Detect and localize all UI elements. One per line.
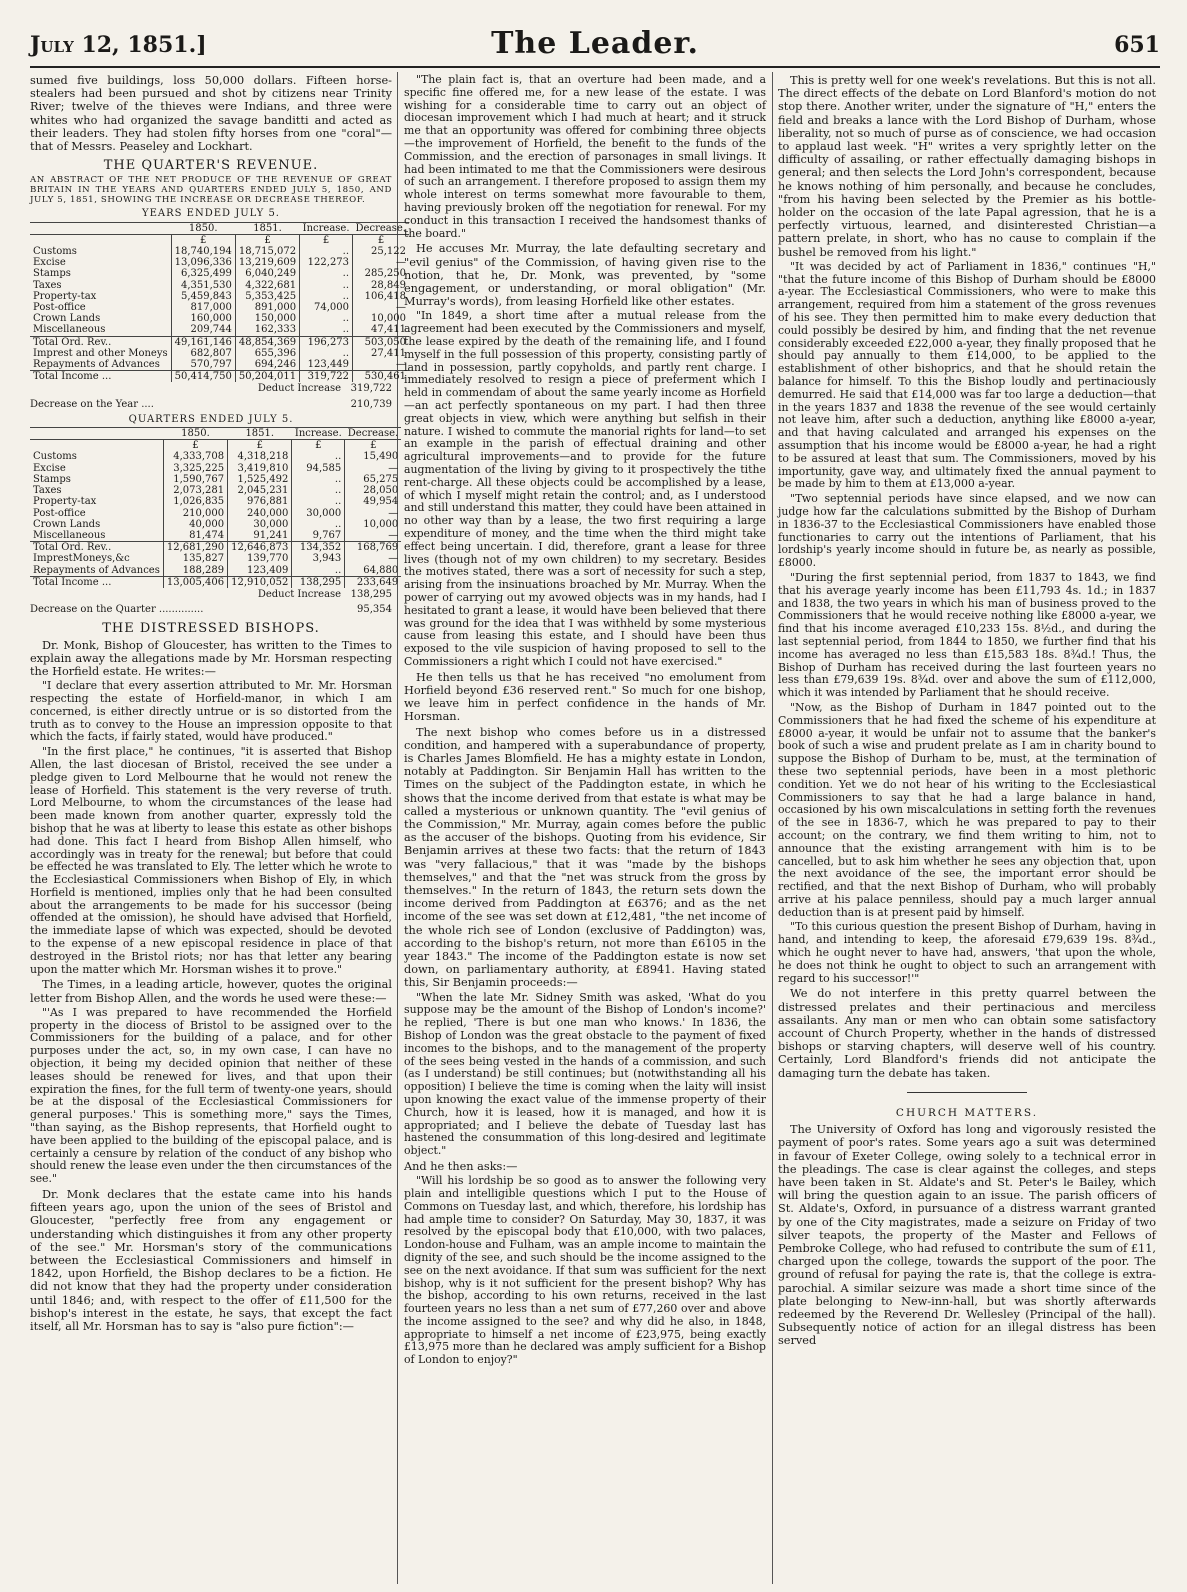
quoted-paragraph: "It was decided by act of Parliament in 1836," continues "H," "that the future income of this Bishop of Durham should be £8000 a-year. The Ecclesiastical Commissioners, who were to make this arrangement, required from him a statement of the gross revenues of his see. They then permitted him to make every deduction that could possibly be desired by him, and finding that the net revenue considerably exceeded £22,000 a-year, they finally proposed that he should pay annually to them £14,000, to be applied to the establishment of other bishoprics, and that he should retain the balance for himself. To this the Bishop loudly and pertinaciously demurred. He said that £14,000 was far too large a deduction—that in the years 1837 and 1838 the revenue of the see would certainly not leave him, after such a deduction, anything like £8000 a-year, and that having calculated and arranged his expenses on the assumption that his income would be £8000 a-year, he had a right to be assured at least that sum. The Commissioners, moved by his importunity, gave way, and ultimately fixed the annual payment to be made by him to them at £13,000 a-year. <box>778 259 1156 491</box>
table-cell: 138,295 <box>292 576 345 588</box>
years-table-caption: YEARS ENDED JULY 5. <box>141 208 280 220</box>
article-paragraph: Dr. Monk, Bishop of Gloucester, has written to the Times to explain away the allegations made by Mr. Horsman respecting the Horfield estate. He writes:— <box>30 638 392 678</box>
article-paragraph: He accuses Mr. Murray, the late defaulting secretary and "evil genius" of the Commission, of having given rise to the notion, that he, Dr. Monk, was prevented, by "some engagement, or understanding, or moral obligation" (Mr. Murray's words), from leasing Horfield like other estates. <box>404 242 766 309</box>
table-cell: 4,351,530 <box>171 280 235 291</box>
table-cell: Miscellaneous <box>33 529 106 541</box>
table-row <box>30 530 401 542</box>
table-cell: 50,414,750 <box>171 371 235 383</box>
article-paragraph: The University of Oxford has long and vigorously resisted the payment of poor's rates. Some years ago a suit was determined in favour of Exeter College, owing solely to a technical error in the pleadings. The case is clear against the colleges, and steps have been taken in St. Aldate's and St. Peter's le Bailey, which will bring the question again to an issue. The parish officers of St. Aldate's, Oxford, in pursuance of a distress warrant granted by one of the City magistrates, made a seizure on Friday of two silver teapots, the property of the Master and Fellows of Pembroke College, who had refused to contribute the sum of £11, charged upon the college, towards the support of the poor. The ground of refusal for paying the rate is, that the college is extra-parochial. A similar seizure was made a short time since of the plate belonging to New-inn-hall, but was shortly afterwards redeemed by the Reverend Dr. Wellesley (Principal of the hall). Subsequently notice of action for an illegal distress has been served <box>778 1123 1156 1348</box>
table-cell: 50,204,011 <box>235 371 299 383</box>
table-row <box>30 257 409 268</box>
table-row <box>30 268 409 279</box>
quoted-paragraph: "The plain fact is, that an overture had been made, and a specific fine offered me, for a new lease of the estate. I was wishing for a considerable time to carry out an object of diocesan improvement which I had much at heart; and it struck me that an opportunity was offered for combining three objects—the improvement of Horfield, the benefit to the funds of the Commission, and the erection of parsonages in small livings. It had been intimated to me that the Commissioners were desirous of such an arrangement. I therefore proposed to assign them my whole interest on terms somewhat more favourable to them, having previously broken off the negotiation for renewal. For my conduct in this transaction I received the handsomest thanks of the board." <box>404 73 766 240</box>
table-cell: .. <box>292 496 345 507</box>
section-title-church-matters: CHURCH MATTERS. <box>895 1106 1039 1119</box>
table-cell: 106,418 <box>353 291 409 302</box>
table-cell: 81,474 <box>163 530 227 542</box>
table-cell: 65,275 <box>345 474 401 485</box>
table-cell: 150,000 <box>235 313 299 324</box>
table-row <box>30 302 409 313</box>
table-header: 1851. <box>235 222 299 234</box>
masthead-title: The Leader. <box>491 26 699 61</box>
decrease-on-year: Decrease on the Year .... 210,739 <box>30 398 392 410</box>
table-cell: 891,000 <box>235 302 299 313</box>
table-cell: 5,353,425 <box>235 291 299 302</box>
table-header: Increase. <box>300 222 353 234</box>
quoted-paragraph: "'As I was prepared to have recommended the Horfield property in the diocess of Bristol to be assigned over to the Commissioners for the building of a palace, and for other purposes under the act, so, in my own case, I can have no objection, it being my decided opinion that neither of these leases should be renewed for lives, and that upon their expiration the fines, for the full term of twenty-one years, should be at the disposal of the Ecclesiastical Commissioners for general purposes.' This is something more," says the Times, "than saying, as the Bishop represents, that Horfield ought to have been applied to the building of the episcopal palace, and is certainly a censure by relation of the conduct of any bishop who should renew the lease even under the then circumstances of the see." <box>30 1005 392 1186</box>
article-paragraph: The Times, in a leading article, however, quotes the original letter from Bishop Allen, and the words he used were these:— <box>30 978 392 1005</box>
table-cell: 12,646,873 <box>228 542 292 554</box>
deduct-increase: Deduct Increase 138,295 <box>257 588 392 600</box>
table-cell: Property-tax <box>33 496 97 508</box>
table-cell: 64,880 <box>345 565 401 577</box>
table-cell: Stamps <box>33 473 71 485</box>
table-cell: 94,585 <box>292 463 345 474</box>
column-divider <box>772 72 773 1584</box>
table-cell: 28,050 <box>345 485 401 496</box>
table-cell: 18,715,072 <box>235 246 299 257</box>
table-cell: — <box>353 359 409 371</box>
table-cell: Post-office <box>33 507 86 519</box>
table-cell: — <box>345 508 401 519</box>
table-row <box>30 542 401 554</box>
table-row <box>30 348 409 359</box>
table-cell: 123,449 <box>300 359 353 371</box>
article-paragraph: The next bishop who comes before us in a distressed condition, and hampered with a superabundance of property, is Charles James Blomfield. He has a mighty estate in London, notably at Paddington. Sir Benjamin Hall has written to the Times on the subject of the Paddington estate, in which he shows that the income derived from that estate is what may be called a mysterious or unknown quantity. The "evil genius of the Commission," Mr. Murray, again comes before the public as the accuser of the bishops. Quoting from his evidence, Sir Benjamin arrives at these two facts: that the return of 1843 was "very fallacious," that it was "made by the bishops themselves," and that the "net was struck from the gross by themselves." In the return of 1843, the return sets down the income derived from Paddington at £6376; and as the net income of the see was set down at £12,481, "the net income of the whole rich see of London (exclusive of Paddington) was, according to the bishop's return, not more than £6105 in the year 1843." The income of the Paddington estate is now set down, on parliamentary authority, at £8941. Having stated this, Sir Benjamin proceeds:— <box>404 725 766 990</box>
table-cell: 1,590,767 <box>163 474 227 485</box>
table-cell: 4,318,218 <box>228 451 292 462</box>
table-cell: 196,273 <box>300 336 353 348</box>
article-paragraph: And he then asks:— <box>404 1159 518 1173</box>
table-cell: £ <box>353 234 409 246</box>
section-title-revenue: THE QUARTER'S REVENUE. <box>103 158 319 174</box>
table-cell: Customs <box>33 451 77 463</box>
table-row <box>30 234 409 246</box>
table-cell: 28,849 <box>353 280 409 291</box>
table-cell: 12,910,052 <box>228 576 292 588</box>
table-cell: £ <box>292 440 345 452</box>
quoted-paragraph: "I declare that every assertion attributed to Mr. Mr. Horsman respecting the estate of Horfield-manor, in which I am concerned, is either directly untrue or is so distorted from the truth as to convey to the House an impression opposite to that which the facts, if fairly stated, would have produced." <box>30 679 392 744</box>
table-cell: 3,419,810 <box>228 463 292 474</box>
table-cell: Crown Lands <box>33 313 101 325</box>
table-cell: Repayments of Advances <box>33 564 160 576</box>
table-cell: Repayments of Advances <box>33 359 160 371</box>
decrease-on-quarter: Decrease on the Quarter .............. 95,354 <box>30 604 392 616</box>
table-row <box>30 519 401 530</box>
revenue-abstract: AN ABSTRACT OF THE NET PRODUCE OF THE REVENUE OF GREAT BRITAIN IN THE YEARS AND QUARTERS ENDED JULY 5, 1850, AND JULY 5, 1851, SHOWING THE INCREASE OR DECREASE THEREOF. <box>30 175 392 206</box>
table-cell: 12,681,290 <box>163 542 227 554</box>
table-cell: £ <box>228 440 292 452</box>
table-cell: Total Ord. Rev.. <box>30 336 171 348</box>
section-divider <box>907 1092 1027 1093</box>
table-cell: Total Income ... <box>30 371 171 383</box>
table-cell: 134,352 <box>292 542 345 554</box>
table-cell: 694,246 <box>235 359 299 371</box>
table-row <box>30 553 401 564</box>
table-cell: — <box>353 302 409 313</box>
page-header <box>30 26 1160 68</box>
table-cell: 49,161,146 <box>171 336 235 348</box>
table-cell: 40,000 <box>163 519 227 530</box>
table-row <box>30 508 401 519</box>
table-row <box>30 474 401 485</box>
table-cell: £ <box>345 440 401 452</box>
column-1 <box>30 74 406 1584</box>
quoted-paragraph: "During the first septennial period, from 1837 to 1843, we find that his average yearly income has been £11,793 4s. 1d.; in 1837 and 1838, the two years in which his man of business proved to the Commissioners that he would receive nothing like £8000 a-year, we find that his income averaged £10,233 15s. 8½d., and during the last septennial period, from 1844 to 1850, we further find that his income has averaged no less than £15,583 18s. 8¾d.! Thus, the Bishop of Durham has received during the last fourteen years no less than £79,639 19s. 8¾d. over and above the sum of £112,000, which it was intended by Parliament that he should receive. <box>778 570 1156 700</box>
table-cell: 570,797 <box>171 359 235 371</box>
table-cell: 188,289 <box>163 565 227 577</box>
table-cell: 530,461 <box>353 371 409 383</box>
quoted-paragraph: "In 1849, a short time after a mutual release from the agreement had been executed by the Commissioners and myself, the lease expired by the death of the remaining life, and I found myself in the full possession of this property, consisting partly of land in possession, partly copyholds, and partly rent charge. I immediately resolved to resign a piece of preferment which I held in commendam of about the same yearly income as Horfield—an act perfectly spontaneous on my part. I had then three great objects in view, which were anything but selfish in their nature. I wished to commute the manorial rights for land—to set an example in the parish of effectual draining and other agricultural improvements—and to provide for the future augmentation of the living by giving to it prospectively the tithe rent-charge. All these objects could be accomplished by a lease, of which I myself might retain the control; and, as I understood and still understand this matter, they could have been attained in no other way than by a lease, the two first requiring a large expenditure of money, and the time when the third might take effect being uncertain. I did, therefore, grant a lease for three lives (though not of my own children) to my secretary. Besides the motives stated, there was a sort of necessity for such a step, arising from the insinuations broached by Mr. Murray. When the power of carrying out my avowed objects was in my hands, had I hesitated to grant a lease, it would have been believed that there was ground for the idea that I was withheld by some mysterious cause from leasing this estate, and I should have been thus exposed to the vile suspicion of having proposed to sell to the Commissioners a right which I could not have exercised." <box>404 309 766 668</box>
table-cell: .. <box>300 348 353 359</box>
column-2 <box>404 74 766 1584</box>
table-cell: 13,219,609 <box>235 257 299 268</box>
table-cell: — <box>345 553 401 564</box>
table-cell <box>30 234 171 246</box>
quoted-paragraph: "Now, as the Bishop of Durham in 1847 pointed out to the Commissioners that he had fixed the scheme of his expenditure at £8000 a-year, it would be unfair not to assume that the banker's book of such a wise and prudent prelate as I am in charity bound to suppose the Bishop of Durham to be, must, at the termination of these two septennial periods, have been in a most plethoric condition. Yet we do not hear of his writing to the Ecclesiastical Commissioners to say that he had a large balance in hand, occasioned by his own miscalculations in setting forth the revenues of the see in 1836-7, which he was prepared to pay to their account; on the contrary, we find them writing to him, not to announce that the existing arrangement with him is to be cancelled, but to ask him whether he sees any objection that, upon the next avoidance of the see, the important error should be rectified, and that the next Bishop of Durham, who will probably arrive at his palace penniless, should pay a much larger annual deduction than is at present paid by himself. <box>778 700 1156 919</box>
table-cell: 25,122 <box>353 246 409 257</box>
table-cell: 285,250 <box>353 268 409 279</box>
table-header: Increase. <box>292 428 345 440</box>
table-cell: 319,722 <box>300 371 353 383</box>
table-cell: 2,045,231 <box>228 485 292 496</box>
table-cell: 6,040,249 <box>235 268 299 279</box>
quoted-paragraph: "Two septennial periods have since elapsed, and we now can judge how far the calculations submitted by the Bishop of Durham in 1836-37 to the Ecclesiastical Commissioners have enabled those functionaries to carry out the intentions of Parliament, that his lordship's yearly income should in future be, as nearly as possible, £8000. <box>778 492 1156 570</box>
table-cell: 209,744 <box>171 324 235 336</box>
table-header: Decrease. <box>345 428 401 440</box>
table-cell: .. <box>292 451 345 462</box>
deduct-increase: Deduct Increase 319,722 <box>257 383 392 395</box>
table-cell: .. <box>300 291 353 302</box>
table-cell: 682,807 <box>171 348 235 359</box>
table-cell: 655,396 <box>235 348 299 359</box>
table-cell: Customs <box>33 246 77 258</box>
table-header <box>30 222 171 234</box>
table-cell: 122,273 <box>300 257 353 268</box>
table-header: 1851. <box>228 428 292 440</box>
table-cell: 13,096,336 <box>171 257 235 268</box>
table-cell: 240,000 <box>228 508 292 519</box>
table-row <box>30 359 409 371</box>
table-cell: 10,000 <box>345 519 401 530</box>
table-row <box>30 565 401 577</box>
table-cell: 1,026,835 <box>163 496 227 507</box>
table-cell: — <box>345 530 401 542</box>
table-cell: — <box>353 257 409 268</box>
table-cell: £ <box>171 234 235 246</box>
quarters-revenue-table <box>30 427 401 588</box>
table-cell: 123,409 <box>228 565 292 577</box>
table-cell: 3,325,225 <box>163 463 227 474</box>
table-row <box>30 313 409 324</box>
table-cell: — <box>345 463 401 474</box>
table-cell: .. <box>292 485 345 496</box>
table-cell: 6,325,499 <box>171 268 235 279</box>
table-cell: 168,769 <box>345 542 401 554</box>
table-cell: 210,000 <box>163 508 227 519</box>
table-row <box>30 280 409 291</box>
table-cell: 49,954 <box>345 496 401 507</box>
table-cell: Taxes <box>33 485 62 497</box>
table-cell: .. <box>300 313 353 324</box>
table-cell: Excise <box>33 462 66 474</box>
table-cell: 91,241 <box>228 530 292 542</box>
table-cell: .. <box>300 246 353 257</box>
table-cell: ImprestMoneys,&c <box>33 553 130 565</box>
table-cell <box>30 440 163 452</box>
quoted-paragraph: "In the first place," he continues, "it is asserted that Bishop Allen, the last diocesan of Bristol, received the see under a pledge given to Lord Melbourne that he would not renew the lease of Horfield. This statement is the very reverse of truth. Lord Melbourne, to whom the circumstances of the lease had been made known from another quarter, expressly told the bishop that he was at liberty to lease this estate as other bishops had done. This fact I heard from Bishop Allen himself, who accordingly was in treaty for the renewal; but before that could be effected he was translated to Ely. The letter which he wrote to the Ecclesiastical Commissioners when Bishop of Ely, in which Horfield is mentioned, implies only that he had been consulted about the arrangements to be made for his successor (being offended at the omission), he should have advised that Horfield, the immediate lapse of which was expected, should be devoted to the expense of a new episcopal residence in place of that destroyed in the Bristol riots; nor has that letter any bearing upon the matter which Mr. Horsman wishes it to prove." <box>30 745 392 976</box>
table-row <box>30 324 409 336</box>
table-cell: 139,770 <box>228 553 292 564</box>
table-header: 1850. <box>163 428 227 440</box>
quarters-table-body <box>30 440 401 588</box>
table-cell: .. <box>292 519 345 530</box>
table-row <box>30 463 401 474</box>
table-row <box>30 440 401 452</box>
table-cell: .. <box>292 474 345 485</box>
years-revenue-table <box>30 222 409 383</box>
quoted-paragraph: "When the late Mr. Sidney Smith was asked, 'What do you suppose may be the amount of the Bishop of London's income?' he replied, 'There is but one man who knows.' In 1836, the Bishop of London was the great obstacle to the payment of fixed incomes to the bishops, and to the management of the property of the sees being vested in the hands of a commission, and such (as I understand) be still continues; but (notwithstanding all his opposition) I believe the time is coming when the laity will insist upon knowing the exact value of the immense property of their Church, how it is leased, how it is managed, and how it is appropriated; and I believe the debate of Tuesday last has hastened the consummation of this long-desired and legitimate object." <box>404 990 766 1158</box>
table-row <box>30 371 409 383</box>
table-cell: 976,881 <box>228 496 292 507</box>
table-cell: .. <box>300 324 353 336</box>
table-cell: Total Income ... <box>30 576 163 588</box>
article-paragraph: Dr. Monk declares that the estate came into his hands fifteen years ago, upon the union of the sees of Bristol and Gloucester, "perfectly free from any engagement or understanding which distinguishes it from any other property of the see." Mr. Horsman's story of the communications between the Ecclesiastical Commissioners and himself in 1842, upon Horfield, the Bishop declares to be a fiction. He did not know that they had the property under consideration until 1846; and, with respect to the offer of £11,500 for the bishop's interest in the estate, he says, that except the fact itself, all Mr. Horsman has to say is "also pure fiction":— <box>30 1188 392 1334</box>
table-cell: 2,073,281 <box>163 485 227 496</box>
table-cell: 5,459,843 <box>171 291 235 302</box>
table-cell: 3,943 <box>292 553 345 564</box>
table-header <box>30 428 163 440</box>
page-number: 651 <box>1114 32 1160 58</box>
table-cell: 10,000 <box>353 313 409 324</box>
quoted-paragraph: "Will his lordship be so good as to answer the following very plain and intelligible questions which I put to the House of Commons on Tuesday last, and which, therefore, his lordship has had ample time to consider? On Saturday, May 30, 1837, it was resolved by the episcopal body that £10,000, with two palaces, London-house and Fulham, was an ample income to maintain the dignity of the see, and such should be the income assigned to the see on the next avoidance. If that sum was sufficient for the next bishop, why is it not sufficient for the present bishop? Why has the bishop, according to his own returns, received in the last fourteen years no less than a net sum of £77,260 over and above the income assigned to the see? and why did he also, in 1848, appropriate to himself a net income of £23,975, being exactly £13,975 more than he declared was amply sufficient for a Bishop of London to enjoy?" <box>404 1174 766 1367</box>
table-cell: Stamps <box>33 268 71 280</box>
table-cell: 47,411 <box>353 324 409 336</box>
table-cell: 817,000 <box>171 302 235 313</box>
table-cell: Total Ord. Rev.. <box>30 542 163 554</box>
table-row <box>30 451 401 462</box>
table-cell: 27,411 <box>353 348 409 359</box>
table-cell: £ <box>300 234 353 246</box>
table-cell: £ <box>163 440 227 452</box>
years-table-body <box>30 234 409 382</box>
table-row <box>30 576 401 588</box>
table-cell: 74,000 <box>300 302 353 313</box>
table-cell: 4,333,708 <box>163 451 227 462</box>
table-cell: 30,000 <box>228 519 292 530</box>
table-cell: 160,000 <box>171 313 235 324</box>
table-cell: Post-office <box>33 302 86 314</box>
quoted-paragraph: "To this curious question the present Bishop of Durham, having in hand, and intending to keep, the aforesaid £79,639 19s. 8¾d., which he ought never to have had, answers, 'that upon the whole, he does not think he ought to object to such an arrangement with regard to his successor!'" <box>778 920 1156 985</box>
quarters-table-caption: QUARTERS ENDED JULY 5. <box>128 413 294 425</box>
table-cell: Miscellaneous <box>33 324 106 336</box>
table-row <box>30 246 409 257</box>
table-cell: 233,649 <box>345 576 401 588</box>
table-cell: 9,767 <box>292 530 345 542</box>
issue-date: July 12, 1851.] <box>30 32 207 58</box>
table-cell: 18,740,194 <box>171 246 235 257</box>
table-row <box>30 485 401 496</box>
table-cell: 13,005,406 <box>163 576 227 588</box>
table-row <box>30 291 409 302</box>
table-header: Decrease. <box>353 222 409 234</box>
news-paragraph: sumed five buildings, loss 50,000 dollars. Fifteen horse-stealers had been pursued and shot by citizens near Trinity River; twelve of the thieves were Indians, and three were whites who had organized the savage banditti and acted as their leaders. They had stolen fifty horses from one "coral"—that of Messrs. Peaseley and Lockhart. <box>30 74 392 154</box>
table-cell: .. <box>292 565 345 577</box>
table-cell: 48,854,369 <box>235 336 299 348</box>
table-row <box>30 496 401 507</box>
table-cell: 4,322,681 <box>235 280 299 291</box>
table-header: 1850. <box>171 222 235 234</box>
section-title-bishops: THE DISTRESSED BISHOPS. <box>102 621 320 637</box>
article-paragraph: He then tells us that he has received "no emolument from Horfield beyond £36 reserved rent." So much for one bishop, we leave him in perfect confidence in the hands of Mr. Horsman. <box>404 670 766 724</box>
table-cell: 135,827 <box>163 553 227 564</box>
table-cell: Excise <box>33 257 66 269</box>
table-cell: Crown Lands <box>33 518 101 530</box>
table-cell: .. <box>300 280 353 291</box>
table-cell: Property-tax <box>33 290 97 302</box>
table-row <box>30 336 409 348</box>
table-cell: 15,490 <box>345 451 401 462</box>
table-cell: 30,000 <box>292 508 345 519</box>
table-cell: Taxes <box>33 279 62 291</box>
table-cell: .. <box>300 268 353 279</box>
column-3 <box>778 74 1156 1584</box>
table-cell: £ <box>235 234 299 246</box>
article-paragraph: This is pretty well for one week's revelations. But this is not all. The direct effects of the debate on Lord Blanford's motion do not stop there. Another writer, under the signature of "H," enters the field and breaks a lance with the Lord Bishop of Durham, whose liberality, not so much of purse as of conscience, we had occasion to applaud last week. "H" writes a very sprightly letter on the difficulty of assailing, or rather effectually damaging bishops in general; and then selects the Lord John's correspondent, because he knows nothing of him personally, and because he concludes, "from his having been selected by the Premier as his bottle-holder on the occasion of the late Papal agression, that he is a perfectly virtuous, learned, and disinterested Christian—a pattern prelate, in short, who has no cause to complain if the bushel be removed from his light." <box>778 74 1156 259</box>
table-cell: Imprest and other Moneys <box>33 347 168 359</box>
table-cell: 1,525,492 <box>228 474 292 485</box>
table-cell: 503,050 <box>353 336 409 348</box>
article-paragraph: We do not interfere in this pretty quarrel between the distressed prelates and their pertinacious and merciless assailants. Any man or men who can obtain some satisfactory account of Church Property, whether in the hands of distressed bishops or starving chapters, will deserve well of his country. Certainly, Lord Blandford's friends did not anticipate the damaging turn the debate has taken. <box>778 987 1156 1080</box>
table-cell: 162,333 <box>235 324 299 336</box>
